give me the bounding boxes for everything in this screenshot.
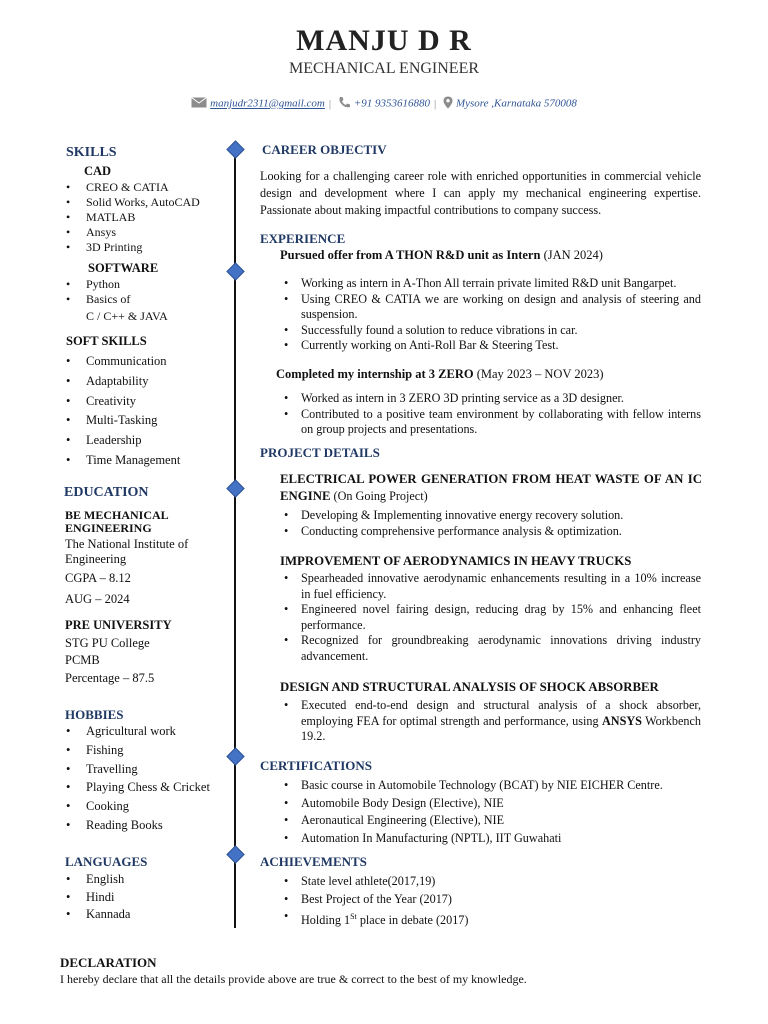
achievements-heading: ACHIEVEMENTS	[260, 854, 367, 869]
career-heading: CAREER OBJECTIV	[262, 142, 387, 157]
list-item: • Reading Books	[64, 816, 234, 835]
list-item: • Holding 1St place in debate (2017)	[280, 908, 701, 930]
job2-date: (May 2023 – NOV 2023)	[473, 367, 604, 381]
email-link[interactable]: manjudr2311@gmail.com	[210, 97, 325, 110]
languages-list	[64, 871, 234, 924]
list-item: • Cooking	[64, 797, 234, 816]
cgpa: CGPA – 8.12	[65, 571, 131, 585]
project2-list	[280, 571, 701, 664]
software-heading: SOFTWARE	[88, 261, 159, 275]
timeline-diamond	[226, 140, 244, 158]
job2-list	[280, 391, 701, 438]
list-item: • Engineered novel fairing design, reducing drag by 15% and enhancing fleet performance.	[280, 602, 701, 633]
list-item: • Time Management	[64, 451, 234, 471]
project2-title: IMPROVEMENT OF AERODYNAMICS IN HEAVY TRUCKS	[280, 554, 632, 568]
list-item: • MATLAB	[64, 210, 234, 225]
list-item: • Recognized for groundbreaking aerodynamic innovations driving industry advancement.	[280, 633, 701, 664]
declaration-text: I hereby declare that all the details provide above are true & correct to the best of my knowledge.	[60, 972, 527, 986]
pu-college: STG PU College	[65, 636, 150, 650]
soft-skills-heading: SOFT SKILLS	[66, 334, 147, 348]
list-item: • Playing Chess & Cricket	[64, 778, 234, 797]
list-item: • Best Project of the Year (2017)	[280, 891, 701, 909]
list-item: • Fishing	[64, 741, 234, 760]
list-item: • State level athlete(2017,19)	[280, 873, 701, 891]
list-item: • Leadership	[64, 431, 234, 451]
list-item: • Conducting comprehensive performance analysis & optimization.	[280, 524, 701, 540]
project3-list	[280, 698, 701, 745]
job1-title: Pursued offer from A THON R&D unit as Intern	[280, 248, 541, 262]
candidate-role: MECHANICAL ENGINEER	[288, 60, 480, 77]
list-item: • Basic course in Automobile Technology (BCAT) by NIE EICHER Centre.	[280, 777, 701, 795]
software-extra: C / C++ & JAVA	[86, 309, 168, 323]
achievements-list	[280, 873, 701, 930]
contact-bar: manjudr2311@gmail.com | +91 9353616880 | Mysore ,Karnataka 570008	[0, 96, 768, 112]
certifications-heading: CERTIFICATIONS	[260, 758, 372, 773]
list-item: • Creativity	[64, 392, 234, 412]
pu-stream: PCMB	[65, 653, 100, 667]
hobbies-heading: HOBBIES	[65, 707, 124, 722]
list-item: • Communication	[64, 352, 234, 372]
list-item: • Python	[64, 277, 234, 292]
list-item: • Travelling	[64, 760, 234, 779]
software-list	[64, 277, 234, 307]
project1-note: (On Going Project)	[330, 489, 428, 503]
hobbies-list	[64, 722, 234, 835]
project1-title: ELECTRICAL POWER GENERATION FROM HEAT WASTE OF AN IC ENGINE (On Going Project)	[280, 472, 702, 503]
list-item: • Automobile Body Design (Elective), NIE	[280, 795, 701, 813]
list-item: • Automation In Manufacturing (NPTL), IIT Guwahati	[280, 830, 701, 848]
certifications-list	[280, 777, 701, 847]
list-item: • Agricultural work	[64, 722, 234, 741]
career-text: Looking for a challenging career role with enriched opportunities in commercial vehicle design and development where I can apply my mechanical engineering expertise. Passionate about making impactful contributions to company success.	[260, 169, 701, 217]
list-item: • Solid Works, AutoCAD	[64, 195, 234, 210]
job1-date: (JAN 2024)	[540, 248, 603, 262]
list-item: • Hindi	[64, 889, 234, 907]
list-item: • Aeronautical Engineering (Elective), NIE	[280, 812, 701, 830]
job2-header	[276, 367, 604, 382]
languages-heading: LANGUAGES	[65, 854, 148, 869]
list-item: • Contributed to a positive team environment by collaborating with fellow interns on group projects and presentations.	[280, 407, 701, 438]
phone-number: +91 9353616880	[353, 97, 430, 110]
cad-list	[64, 180, 234, 255]
list-item: • Ansys	[64, 225, 234, 240]
envelope-icon	[191, 97, 207, 111]
list-item: • Adaptability	[64, 372, 234, 392]
list-item: • Successfully found a solution to reduce vibrations in car.	[280, 323, 701, 339]
timeline-diamond	[226, 845, 244, 863]
pu-heading: PRE UNIVERSITY	[65, 618, 172, 632]
list-item: • Multi-Tasking	[64, 411, 234, 431]
list-item: • Developing & Implementing innovative energy recovery solution.	[280, 508, 701, 524]
list-item: • 3D Printing	[64, 240, 234, 255]
experience-heading: EXPERIENCE	[260, 231, 346, 246]
job2-title: Completed my internship at 3 ZERO	[276, 367, 474, 381]
list-item: • Executed end-to-end design and structural analysis of a shock absorber, employing FEA for optimal strength and performance, using ANSYS Workbench 19.2.	[280, 698, 701, 745]
project3-title: DESIGN AND STRUCTURAL ANALYSIS OF SHOCK ABSORBER	[280, 680, 659, 694]
projects-heading: PROJECT DETAILS	[260, 445, 380, 460]
list-item: • Spearheaded innovative aerodynamic enhancements resulting in a 10% increase in fuel efficiency.	[280, 571, 701, 602]
soft-skills-list	[64, 352, 234, 471]
project1-list	[280, 508, 701, 539]
pu-percentage: Percentage – 87.5	[65, 671, 155, 685]
list-item: • English	[64, 871, 234, 889]
list-item: • Kannada	[64, 906, 234, 924]
list-item: • CREO & CATIA	[64, 180, 234, 195]
education-heading: EDUCATION	[64, 485, 149, 500]
list-item: • Currently working on Anti-Roll Bar & Steering Test.	[280, 338, 701, 354]
timeline-diamond	[226, 479, 244, 497]
list-item: • Using CREO & CATIA we are working on design and analysis of steering and suspension.	[280, 292, 701, 323]
candidate-name: MANJU D R	[296, 24, 472, 57]
declaration-heading: DECLARATION	[60, 955, 157, 970]
skills-heading: SKILLS	[66, 145, 117, 160]
degree-title: BE MECHANICAL ENGINEERING	[65, 508, 169, 535]
job1-header	[280, 248, 603, 263]
list-item: • Basics of	[64, 292, 234, 307]
college-name: The National Institute of Engineering	[65, 537, 189, 566]
location-text: Mysore ,Karnataka 570008	[455, 97, 577, 110]
job1-list	[280, 276, 701, 354]
list-item: • Worked as intern in 3 ZERO 3D printing service as a 3D designer.	[280, 391, 701, 407]
map-pin-icon	[443, 96, 453, 112]
phone-icon	[338, 96, 351, 112]
cad-heading: CAD	[84, 164, 112, 178]
list-item: • Working as intern in A-Thon All terrain private limited R&D unit Bangarpet.	[280, 276, 701, 292]
graduation-date: AUG – 2024	[65, 592, 130, 606]
